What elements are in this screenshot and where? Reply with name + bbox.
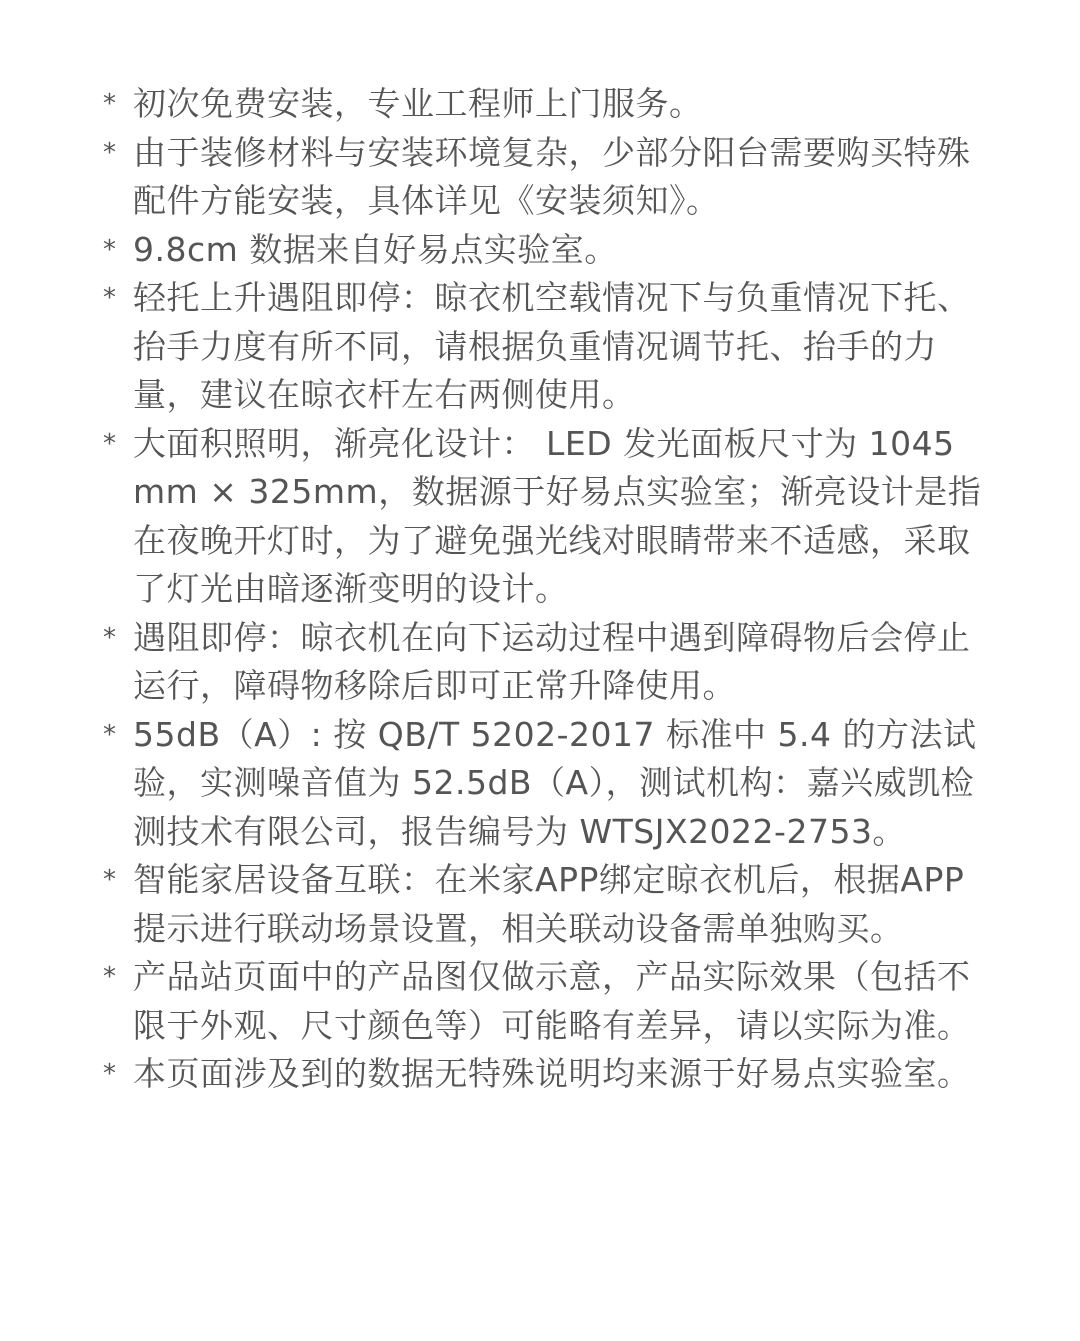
note-item [103,226,983,275]
disclaimer-notes-list [103,80,983,1099]
note-text: 产品站页面中的产品图仅做示意，产品实际效果（包括不限于外观、尺寸颜色等）可能略有差异，请以实际为准。 [133,957,971,1045]
note-item [103,711,983,857]
asterisk-marker: * [103,962,117,992]
note-text: 遇阻即停：晾衣机在向下运动过程中遇到障碍物后会停止运行，障碍物移除后即可正常升降使用。 [133,617,971,705]
note-item [103,129,983,226]
asterisk-marker: * [103,1059,117,1089]
note-text: 初次免费安装，专业工程师上门服务。 [133,84,703,123]
note-item [103,856,983,953]
asterisk-marker: * [103,137,117,168]
asterisk-marker: * [103,428,117,459]
asterisk-marker: * [103,89,117,119]
note-text: 9.8cm 数据来自好易点实验室。 [133,229,618,269]
note-item [103,80,983,129]
asterisk-marker: * [103,234,117,265]
note-text: 智能家居设备互联：在米家APP绑定晾衣机后，根据APP提示进行联动场景设置，相关联动设备需单独购买。 [133,860,965,948]
note-item [103,953,983,1050]
note-text: 轻托上升遇阻即停：晾衣机空载情况下与负重情况下托、抬手力度有所不同，请根据负重情况调节托、抬手的力量，建议在晾衣杆左右两侧使用。 [133,278,971,414]
asterisk-marker: * [103,622,117,653]
note-text: 大面积照明，渐亮化设计： LED 发光面板尺寸为 1045mm × 325mm，数据源于好易点实验室；渐亮设计是指在夜晚开灯时，为了避免强光线对眼睛带来不适感，采取了灯光由暗逐渐变明的设计。 [133,423,982,608]
asterisk-marker: * [103,865,117,895]
asterisk-marker: * [103,719,117,750]
note-item [103,420,983,614]
note-item [103,274,983,420]
note-item [103,614,983,711]
note-text: 55dB（A）: 按 QB/T 5202-2017 标准中 5.4 的方法试验，实测噪音值为 52.5dB（A），测试机构：嘉兴威凯检测技术有限公司，报告编号为 WTSJX2022-2753。 [133,714,977,851]
note-text: 本页面涉及到的数据无特殊说明均来源于好易点实验室。 [133,1054,971,1093]
note-item [103,1050,983,1099]
note-text: 由于装修材料与安装环境复杂，少部分阳台需要购买特殊配件方能安装，具体详见《安装须知》。 [133,132,971,220]
asterisk-marker: * [103,283,117,313]
